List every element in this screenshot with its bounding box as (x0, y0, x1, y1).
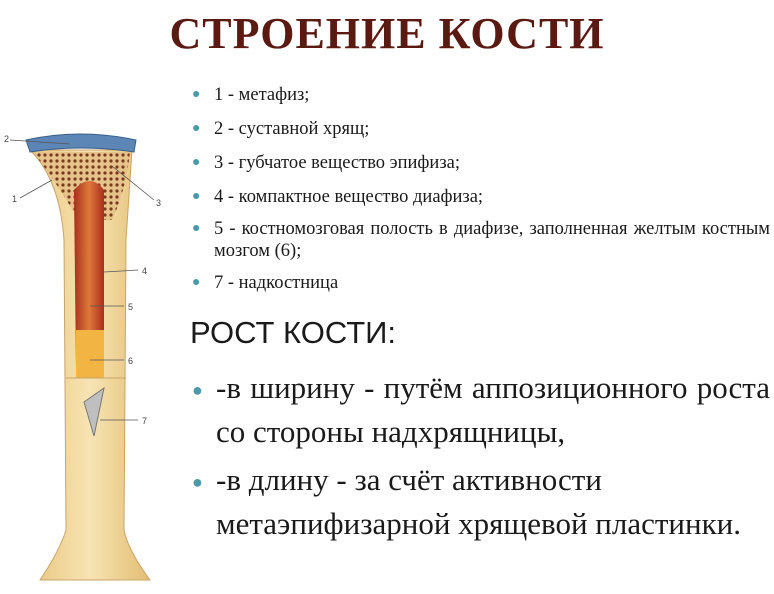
list-item: ● 7 - надкостница (190, 270, 770, 296)
figure-label-1: 1 (12, 194, 18, 204)
list-item: ● 3 - губчатое вещество эпифиза; (190, 150, 770, 176)
list-item: ● -в ширину - путём аппозиционного роста со стороны надхрящницы, (192, 370, 770, 449)
figure-label-3: 3 (156, 198, 162, 208)
list-item: ● 4 - компактное вещество диафиза; (190, 184, 770, 210)
bullet-icon: ● (192, 221, 201, 236)
growth-list (190, 366, 770, 550)
figure-label-5: 5 (128, 302, 134, 312)
bone-parts-list (190, 82, 770, 304)
list-item: ● 5 - костномозговая полость в диафизе, заполненная желтым костным мозгом (6); (192, 219, 770, 261)
list-item: ● 1 - метафиз; (190, 82, 770, 108)
growth-heading: РОСТ КОСТИ: (190, 315, 397, 350)
bullet-icon: ● (192, 121, 201, 136)
figure-label-2: 2 (4, 134, 10, 144)
bullet-icon: ● (192, 189, 201, 204)
yellow-marrow (76, 330, 104, 378)
bullet-icon: ● (192, 155, 201, 170)
articular-cartilage (26, 134, 136, 152)
bullet-icon: ● (192, 380, 203, 400)
list-item: ● 2 - суставной хрящ; (190, 116, 770, 142)
bullet-icon: ● (192, 275, 201, 290)
bone-illustration (0, 110, 200, 594)
bullet-icon: ● (192, 472, 203, 492)
figure-label-7: 7 (142, 416, 148, 426)
page-title: СТРОЕНИЕ КОСТИ (169, 9, 605, 58)
figure-label-6: 6 (128, 356, 134, 366)
bullet-icon: ● (192, 87, 201, 102)
figure-label-4: 4 (142, 266, 148, 276)
list-item: ● -в длину - за счёт активности метаэпифизарной хрящевой пластинки. (192, 462, 742, 541)
